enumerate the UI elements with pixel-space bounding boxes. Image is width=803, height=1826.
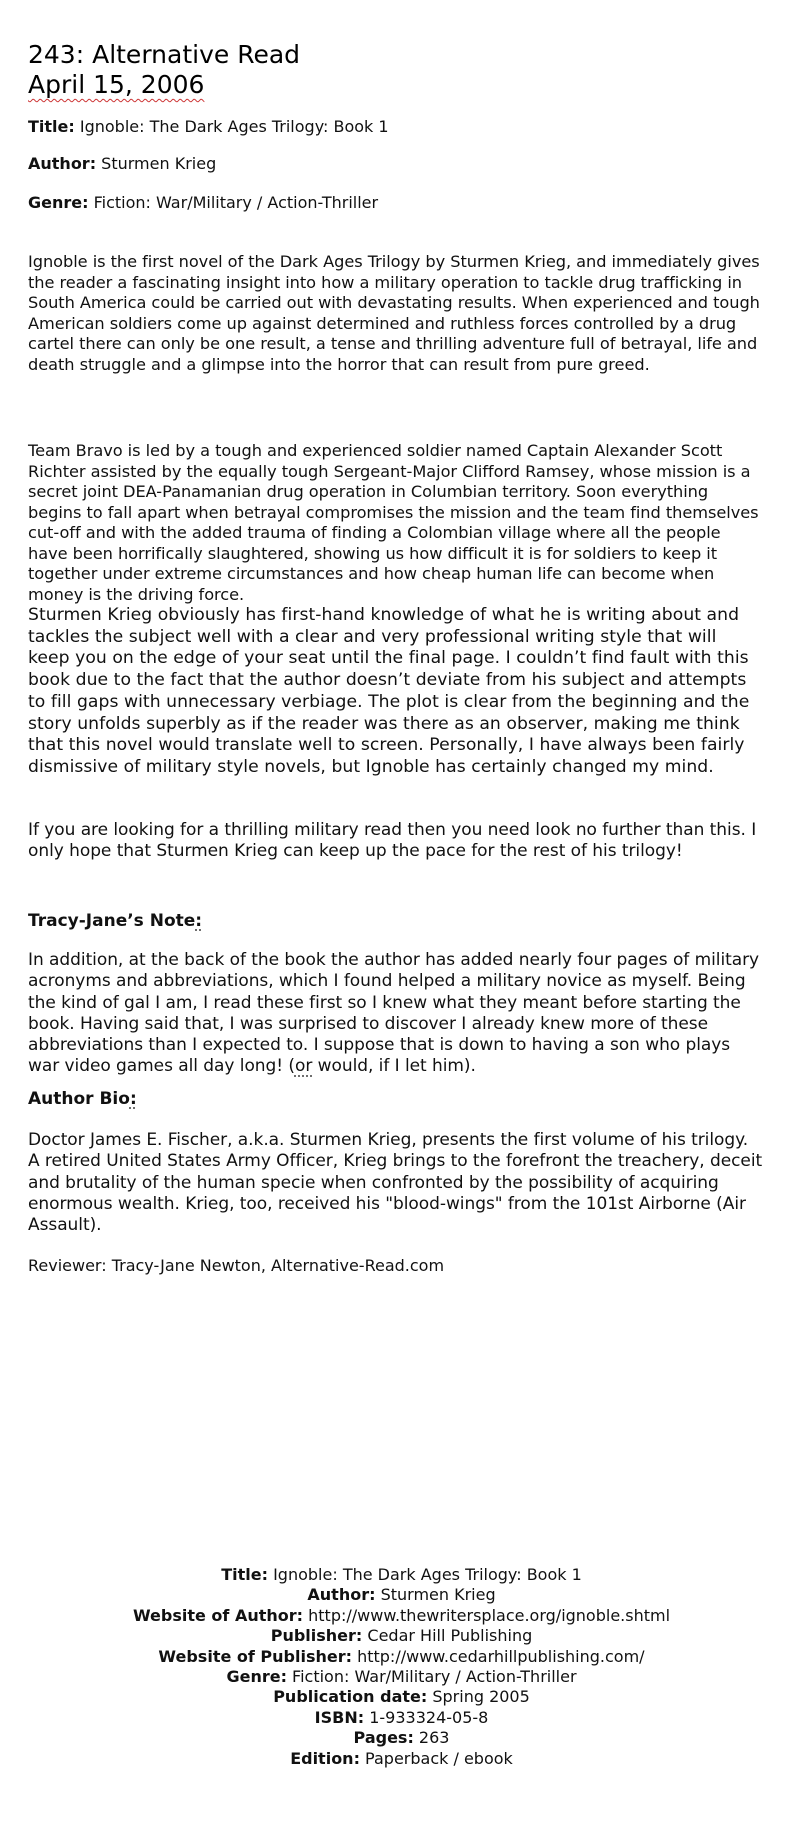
detail-row [0,1606,803,1626]
detail-row [0,1585,803,1605]
review-paragraph-3: Sturmen Krieg obviously has first-hand knowledge of what he is writing about and tackles the subject well with a clear and very professional writing style that will keep you on the edge of your seat until the final page. I couldn’t find fault with this book due to the fact that the author doesn’t deviate from his subject and attempts to fill gaps with unnecessary verbiage. The plot is clear from the beginning and the story unfolds superbly as if the reader was there as an observer, making me think that this novel would translate well to screen. Personally, I have always been fairly dismissive of military style novels, but Ignoble has certainly changed my mind. [28,605,750,777]
detail-label: Pages: [353,1728,414,1748]
detail-value: 1-933324-05-8 [364,1707,489,1727]
note-text-after: would, if I let him). [312,1056,476,1077]
review-paragraph-2: Team Bravo is led by a tough and experienced soldier named Captain Alexander Scott Richter assisted by the equally tough Sergeant-Major Clifford Ramsey, whose mission is a secret joint DEA-Panamanian drug operation in Columbian territory. Soon everything begins to fall apart when betrayal compromises the mission and the team find themselves cut-off and with the added trauma of finding a Colombian village where all the people have been horrifically slaughtered, showing us how difficult it is for soldiers to keep it together under extreme circumstances and how cheap human life can become when money is the driving force. [28,441,759,604]
detail-label: Website of Publisher: [158,1646,352,1666]
detail-row [0,1687,803,1707]
note-text-before: In addition, at the back of the book the author has added nearly four pages of military acronyms and abbreviations, which I found helped a military novice as myself. Being the kind of gal I am, I read these first so I knew what they meant before starting the book. Having said that, I was surprised to discover I already knew more of these abbreviations than I expected to. I suppose that is down to having a son who plays war video games all day long! ( [28,950,760,1077]
bio-paragraph: Doctor James E. Fischer, a.k.a. Sturmen Krieg, presents the first volume of his trilogy. A retired United States Army Officer, Krieg brings to the forefront the treachery, deceit and brutality of the human specie when confronted by the possibility of acquiring enormous wealth. Krieg, too, received his "blood-wings" from the 101st Airborne (Air Assault). [28,1130,763,1236]
note-heading-text: Tracy-Jane’s Note [28,911,196,931]
detail-value: 263 [413,1728,450,1748]
bio-heading-text: Author Bio [28,1089,130,1109]
detail-label: Author: [307,1585,376,1605]
note-heading [28,910,202,932]
detail-row [0,1626,803,1646]
review-paragraph-1: Ignoble is the first novel of the Dark Ages Trilogy by Sturmen Krieg, and immediately gives the reader a fascinating insight into how a military operation to tackle drug trafficking in South America could be carried out with devastating results. When experienced and tough American soldiers come up against determined and ruthless forces controlled by a drug cartel there can only be one result, a tense and thrilling adventure full of betrayal, life and death struggle and a glimpse into the horror that can result from pure greed. [28,252,760,374]
detail-value: Fiction: War/Military / Action-Thriller [286,1667,577,1687]
book-details [0,1565,803,1769]
detail-value: Ignoble: The Dark Ages Trilogy: Book 1 [268,1565,582,1584]
detail-row [0,1728,803,1748]
detail-row [0,1647,803,1667]
detail-value: Spring 2005 [427,1687,530,1707]
bio-heading [28,1088,137,1110]
detail-row [0,1708,803,1728]
meta-genre-value: Fiction: War/Military / Action-Thriller [88,193,379,212]
detail-label: Edition: [290,1748,360,1768]
detail-value: Paperback / ebook [359,1748,513,1768]
meta-author [28,154,216,174]
note-paragraph [28,950,763,1078]
page-header [28,40,300,100]
meta-author-value: Sturmen Krieg [96,154,217,173]
meta-title-value: Ignoble: The Dark Ages Trilogy: Book 1 [74,117,389,136]
detail-value: Sturmen Krieg [375,1585,496,1605]
detail-label: Title: [221,1565,268,1584]
detail-label: Publisher: [270,1626,363,1646]
reviewer-credit: Reviewer: Tracy-Jane Newton, Alternative-Read.com [28,1256,445,1275]
detail-row [0,1667,803,1687]
detail-label: Genre: [226,1667,287,1687]
bio-heading-colon: : [129,1089,137,1109]
detail-value: Cedar Hill Publishing [362,1626,533,1646]
detail-label: Website of Author: [132,1605,304,1625]
meta-genre-label: Genre: [28,193,89,212]
page-date: April 15, 2006 [28,70,205,99]
detail-row [0,1749,803,1769]
meta-title-label: Title: [28,117,75,136]
detail-value: http://www.cedarhillpublishing.com/ [352,1646,645,1666]
meta-genre [28,193,378,213]
detail-row [0,1565,803,1585]
note-heading-colon: : [195,911,203,931]
meta-author-label: Author: [28,154,97,173]
detail-value: http://www.thewritersplace.org/ignoble.shtml [303,1605,671,1625]
detail-label: Publication date: [273,1687,428,1707]
meta-title [28,117,389,137]
page-title: 243: Alternative Read [28,40,301,69]
detail-label: ISBN: [314,1707,365,1727]
review-paragraph-4: If you are looking for a thrilling military read then you need look no further than this. I only hope that Sturmen Krieg can keep up the pace for the rest of his trilogy! [28,820,757,862]
note-text-or: or [294,1056,313,1077]
